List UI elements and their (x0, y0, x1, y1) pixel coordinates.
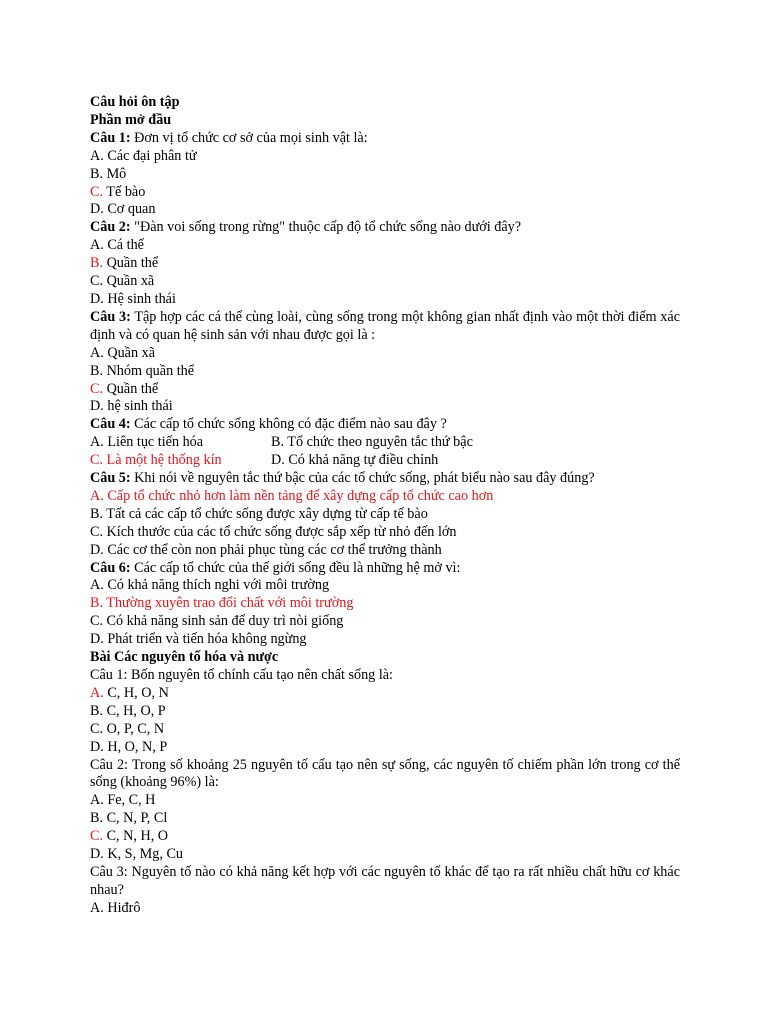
option-b (90, 166, 680, 184)
option-a: A. Liên tục tiến hóa (90, 434, 204, 451)
question-text: Các cấp tổ chức sống không có đặc điểm nào sau đây ? (130, 416, 447, 433)
option-b (90, 703, 680, 721)
option-text: K, S, Mg, Cu (103, 846, 184, 863)
question-5 (90, 470, 680, 488)
option-text: C, H, O, P (103, 702, 166, 719)
question-number: Câu 5: (90, 470, 131, 487)
option-d (90, 398, 680, 416)
option-c-answer (90, 381, 680, 399)
option-a (90, 792, 680, 810)
question-text: Tập hợp các cá thể cùng loài, cùng sống trong một không gian nhất định vào một thời điểm xác định và có quan hệ sinh sản với nhau được gọi là : (90, 308, 680, 343)
question-3 (90, 309, 680, 345)
option-letter: A. (90, 237, 104, 254)
option-a (90, 148, 680, 166)
option-letter: C. (90, 380, 104, 397)
option-letter: C. (90, 273, 104, 290)
document-body (90, 94, 680, 918)
question-4 (90, 416, 680, 434)
option-letter: D. (90, 846, 104, 863)
section-heading-intro: Phần mở đầu (90, 111, 172, 128)
option-text: C, N, P, Cl (103, 810, 168, 827)
option-d (90, 201, 680, 219)
option-d (90, 846, 680, 864)
option-d: D. Phát triển và tiến hóa không ngừng (90, 631, 307, 648)
option-text: Quần xã (103, 273, 155, 290)
question-number: Câu 3: (90, 308, 131, 325)
option-c: C. Có khả năng sinh sản để duy trì nòi giống (90, 613, 344, 630)
option-a (90, 237, 680, 255)
option-text: C, H, O, N (103, 684, 169, 701)
section-heading-elements: Bài Các nguyên tố hóa và nược (90, 649, 279, 666)
option-text: Quần thể (103, 380, 159, 397)
option-letter: C. (90, 183, 104, 200)
option-text: Cá thể (103, 237, 144, 254)
option-letter: D. (90, 398, 104, 415)
option-c-answer (90, 184, 680, 202)
question-2 (90, 219, 680, 237)
option-text: Hiđrô (103, 899, 141, 916)
option-letter: D. (90, 290, 104, 307)
option-b (90, 810, 680, 828)
option-text: O, P, C, N (103, 720, 165, 737)
question-text: Đơn vị tổ chức cơ sở của mọi sinh vật là: (130, 129, 368, 146)
option-d (90, 291, 680, 309)
question-2: Câu 2: Trong số khoảng 25 nguyên tố cấu tạo nên sự sống, các nguyên tố chiếm phần lớn trong cơ thể sống (khoảng 96%) là: (90, 756, 680, 791)
question-text: Khi nói về nguyên tắc thứ bậc của các tổ chức sống, phát biểu nào sau đây đúng? (130, 470, 595, 487)
option-c: C. Kích thước của các tổ chức sống được sắp xếp từ nhỏ đến lớn (90, 523, 457, 540)
option-b: B. Tất cả các cấp tổ chức sống được xây dựng từ cấp tế bào (90, 505, 428, 522)
option-text: Quần xã (103, 344, 156, 361)
question-number: Câu 2: (90, 219, 131, 236)
option-a: A. Có khả năng thích nghi với môi trường (90, 577, 330, 594)
option-text: Quần thể (103, 255, 159, 272)
option-text: Fe, C, H (103, 792, 156, 809)
option-letter: B. (90, 810, 104, 827)
option-b (90, 363, 680, 381)
document-title: Câu hỏi ôn tập (90, 94, 180, 110)
option-letter: B. (90, 165, 104, 182)
option-a (90, 900, 680, 918)
option-letter: B. (90, 702, 104, 719)
question-3: Câu 3: Nguyên tố nào có khả năng kết hợp với các nguyên tố khác để tạo ra rất nhiều chất hữu cơ khác nhau? (90, 863, 680, 898)
option-letter: D. (90, 201, 104, 218)
question-6 (90, 560, 680, 578)
option-c (90, 273, 680, 291)
option-b: B. Tổ chức theo nguyên tắc thứ bậc (271, 434, 473, 451)
option-c-answer (90, 828, 680, 846)
option-d: D. Có khả năng tự điều chỉnh (271, 452, 439, 469)
question-1: Câu 1: Bốn nguyên tố chính cấu tạo nên chất sống là: (90, 667, 393, 683)
option-row (90, 434, 680, 452)
option-text: Tế bào (103, 183, 146, 200)
option-text: Cơ quan (103, 201, 156, 218)
option-text: Các đại phân tử (103, 147, 197, 164)
question-text: "Đàn voi sống trong rừng" thuộc cấp độ tổ chức sống nào dưới đây? (130, 219, 522, 236)
option-d (90, 739, 680, 757)
option-c-answer: C. Là một hệ thống kín (90, 452, 222, 469)
option-text: hệ sinh thái (103, 398, 173, 415)
option-letter: A. (90, 792, 104, 809)
option-b-answer (90, 255, 680, 273)
option-a-answer: A. Cấp tổ chức nhỏ hơn làm nền tảng để xây dựng cấp tổ chức cao hơn (90, 487, 494, 504)
option-a-answer (90, 685, 680, 703)
option-letter: D. (90, 738, 104, 755)
question-number: Câu 4: (90, 416, 131, 433)
option-text: Hệ sinh thái (103, 290, 176, 307)
option-text: C, N, H, O (103, 828, 169, 845)
question-text: Các cấp tổ chức của thế giới sống đều là những hệ mở vì: (130, 559, 461, 576)
option-letter: C. (90, 720, 104, 737)
option-text: H, O, N, P (103, 738, 168, 755)
option-c (90, 721, 680, 739)
option-a (90, 345, 680, 363)
option-letter: A. (90, 684, 104, 701)
option-letter: B. (90, 362, 104, 379)
option-letter: C. (90, 828, 104, 845)
option-b-answer: B. Thường xuyên trao đổi chất với môi trường (90, 595, 354, 612)
option-text: Mô (103, 165, 127, 182)
option-letter: B. (90, 255, 104, 272)
question-number: Câu 1: (90, 129, 131, 146)
option-letter: A. (90, 344, 104, 361)
question-1 (90, 130, 680, 148)
option-d: D. Các cơ thể còn non phải phục tùng các cơ thể trưởng thành (90, 541, 442, 558)
option-letter: A. (90, 899, 104, 916)
question-number: Câu 6: (90, 559, 131, 576)
option-row (90, 452, 680, 470)
option-text: Nhóm quần thể (103, 362, 195, 379)
option-letter: A. (90, 147, 104, 164)
